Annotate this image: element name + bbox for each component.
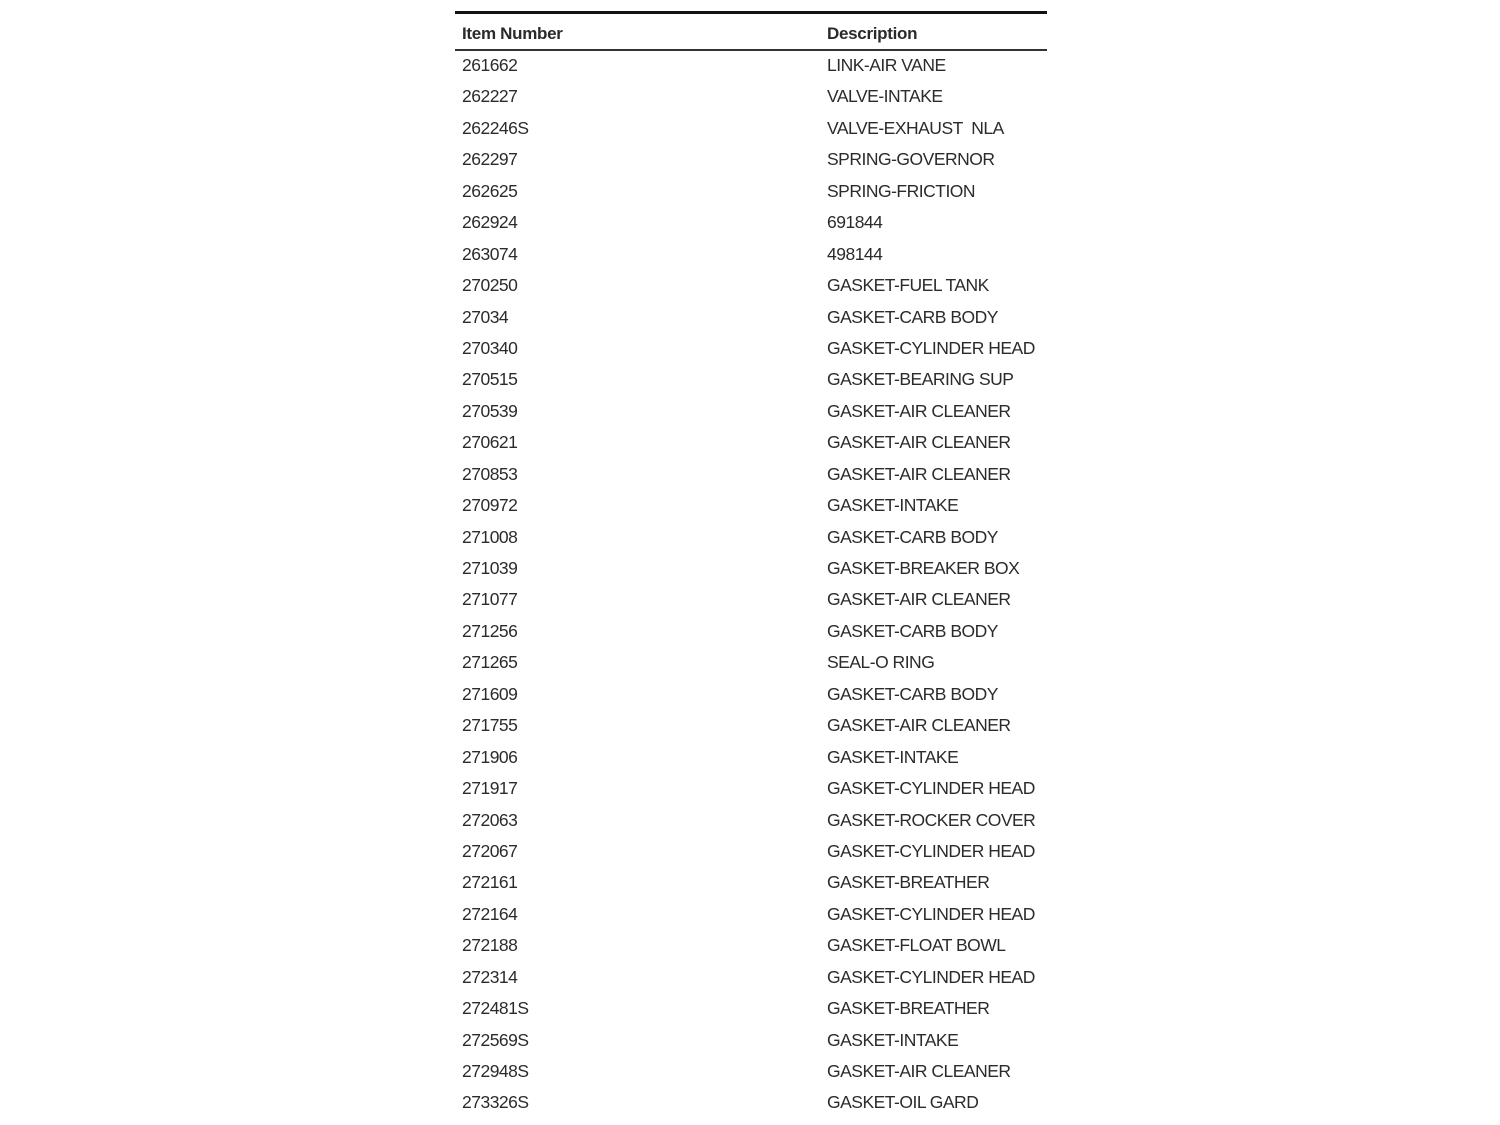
description-cell: GASKET-CYLINDER HEAD: [827, 337, 1035, 358]
table-row: [455, 303, 1047, 334]
table-row: [455, 837, 1047, 868]
description-cell: GASKET-BREAKER BOX: [827, 558, 1020, 578]
item-number-cell: 271755: [462, 715, 518, 736]
item-number-cell: 272481S: [462, 998, 529, 1019]
item-number-cell: 262924: [462, 212, 518, 233]
table-row: [455, 963, 1047, 994]
table-row: [455, 428, 1047, 459]
table-row: [455, 523, 1047, 554]
header-item-number: Item Number: [462, 24, 563, 43]
item-number-cell: 272569S: [462, 1029, 529, 1050]
item-number-cell: 272188: [462, 935, 518, 956]
description-cell: GASKET-BREATHER: [827, 998, 990, 1019]
item-number-cell: 271008: [462, 526, 518, 547]
table-row: [455, 1026, 1047, 1057]
description-cell: GASKET-ROCKER COVER: [827, 809, 1036, 830]
item-number-cell: 271077: [462, 589, 518, 610]
table-header: [455, 14, 1047, 49]
table-body: [455, 51, 1047, 1120]
description-cell: GASKET-CYLINDER HEAD: [827, 903, 1035, 924]
table-row: [455, 177, 1047, 208]
description-cell: GASKET-AIR CLEANER: [827, 589, 1011, 610]
description-cell: GASKET-INTAKE: [827, 746, 959, 767]
description-cell: VALVE-EXHAUST NLA: [827, 117, 1004, 138]
table-row: [455, 334, 1047, 365]
description-cell: GASKET-AIR CLEANER: [827, 400, 1011, 421]
item-number-cell: 27034: [462, 306, 509, 327]
table-row: [455, 585, 1047, 616]
description-cell: GASKET-AIR CLEANER: [827, 715, 1011, 736]
description-cell: GASKET-BEARING SUP: [827, 369, 1014, 390]
item-number-cell: 262227: [462, 86, 518, 107]
item-number-cell: 272161: [462, 872, 518, 893]
description-cell: GASKET-CARB BODY: [827, 683, 998, 704]
description-cell: LINK-AIR VANE: [827, 55, 946, 75]
description-cell: SPRING-FRICTION: [827, 180, 976, 201]
item-number-cell: 271609: [462, 683, 518, 704]
description-cell: GASKET-CYLINDER HEAD: [827, 966, 1035, 987]
item-number-cell: 271265: [462, 652, 518, 673]
item-number-cell: 270621: [462, 432, 518, 453]
description-cell: GASKET-AIR CLEANER: [827, 432, 1011, 453]
description-cell: GASKET-INTAKE: [827, 495, 959, 516]
description-cell: GASKET-BREATHER: [827, 872, 990, 893]
description-cell: GASKET-CARB BODY: [827, 620, 998, 641]
table-row: [455, 365, 1047, 396]
table-row: [455, 900, 1047, 931]
table-row: [455, 1057, 1047, 1088]
table-row: [455, 208, 1047, 239]
item-number-cell: 261662: [462, 55, 518, 75]
table-row: [455, 774, 1047, 805]
description-cell: GASKET-CARB BODY: [827, 526, 998, 547]
table-row: [455, 114, 1047, 145]
table-row: [455, 1088, 1047, 1119]
description-cell: GASKET-CARB BODY: [827, 306, 998, 327]
description-cell: GASKET-AIR CLEANER: [827, 1061, 1011, 1081]
table-row: [455, 680, 1047, 711]
table-row: [455, 491, 1047, 522]
table-row: [455, 82, 1047, 113]
table-row: [455, 711, 1047, 742]
description-cell: GASKET-CYLINDER HEAD: [827, 840, 1035, 861]
item-number-cell: 272063: [462, 809, 518, 830]
item-number-cell: 270250: [462, 275, 518, 296]
description-cell: VALVE-INTAKE: [827, 86, 943, 107]
table-row: [455, 51, 1047, 82]
description-cell: 691844: [827, 212, 883, 233]
table-row: [455, 806, 1047, 837]
table-row: [455, 994, 1047, 1025]
item-number-cell: 270539: [462, 400, 518, 421]
table-row: [455, 743, 1047, 774]
item-number-cell: 271256: [462, 620, 518, 641]
table-row: [455, 460, 1047, 491]
item-number-cell: 271906: [462, 746, 518, 767]
item-number-cell: 272164: [462, 903, 518, 924]
table-row: [455, 240, 1047, 271]
table-row: [455, 931, 1047, 962]
item-number-cell: 270340: [462, 337, 518, 358]
item-number-cell: 270853: [462, 463, 518, 484]
table-row: [455, 271, 1047, 302]
item-number-cell: 272314: [462, 966, 518, 987]
item-number-cell: 263074: [462, 243, 518, 264]
parts-table: [455, 11, 1047, 1120]
description-cell: GASKET-OIL GARD: [827, 1092, 979, 1113]
description-cell: GASKET-INTAKE: [827, 1029, 959, 1050]
item-number-cell: 262246S: [462, 117, 529, 138]
description-cell: SPRING-GOVERNOR: [827, 149, 995, 170]
item-number-cell: 272948S: [462, 1061, 529, 1081]
item-number-cell: 272067: [462, 840, 518, 861]
description-cell: GASKET-CYLINDER HEAD: [827, 778, 1035, 799]
description-cell: GASKET-FUEL TANK: [827, 275, 989, 296]
table-row: [455, 648, 1047, 679]
item-number-cell: 262625: [462, 180, 518, 201]
table-row: [455, 554, 1047, 585]
description-cell: GASKET-AIR CLEANER: [827, 463, 1011, 484]
table-row: [455, 617, 1047, 648]
description-cell: SEAL-O RING: [827, 652, 935, 673]
item-number-cell: 273326S: [462, 1092, 529, 1113]
item-number-cell: 270515: [462, 369, 518, 390]
item-number-cell: 270972: [462, 495, 518, 516]
item-number-cell: 271039: [462, 558, 518, 578]
item-number-cell: 262297: [462, 149, 518, 170]
table-row: [455, 397, 1047, 428]
item-number-cell: 271917: [462, 778, 518, 799]
header-description: Description: [827, 24, 918, 43]
table-row: [455, 145, 1047, 176]
table-row: [455, 868, 1047, 899]
description-cell: GASKET-FLOAT BOWL: [827, 935, 1006, 956]
description-cell: 498144: [827, 243, 883, 264]
